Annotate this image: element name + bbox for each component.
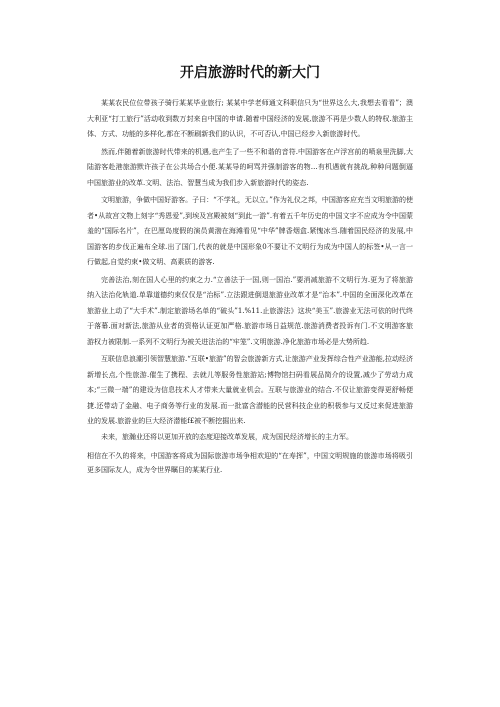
paragraph-civilized-travel: 文明旅游，争做中国好游客。子曰：“不学礼，无以立。”作为礼仪之邦，中国游客应充当文明旅游的使者•从故宫文物上刻字“秀恩爱”,到埃及宫殿被刻“到此一游”.有着五千年历史的中国文字不应成为令中国蒙羞的“国际名片”，在巴厘岛度假的演员黄渤在海滩看见“中华”牌香烟盒.紧愧冰当.随着国民经济的发展,中国游客的步伐正遍布全球.出了国门,代表的就是中国形象0不要让不文明行为成为中国人的标签•从一言一行做起,自觉约束•做文明、高素质的游客. xyxy=(87,196,413,266)
paragraph-rule-of-law: 完善法治,刻在国人心里的约束之力.“立善法于一国,则一国治.”要消减旅游不文明行为.更为了将旅游纳入法治化轨道.单靠道德约束仅仅是“治标”.立法跟进倒退旅游业改革才是“治本”.中国的全面深化改革在旅游业上动了“大手术”.制定旅游场名单的“破头”1.%11.止旅游法》这块“美玉”.旅游业无法可依的时代终于落幕.面对新法,旅游从业者的资格认证更加严格.旅游市场日益规范.旅游消费者投诉有门.不文明游客旅游权力被限制.一系列不文明行为被关进法治的“牢笼”.文明旅游.净化旅游市场必是大势所趋. xyxy=(87,275,413,346)
paragraph-conclusion: 相信在不久的将来，中国游客将成为国际旅游市场争相欢迎的“在寿挥”，中国文明规施的旅游市场将吸引更多国际友人，成为令世界瞩目的某某行业. xyxy=(87,452,413,474)
paragraph-future: 未来，旅瀚业还将以更加开放的态度迎接改革发展，成为国民经济增长的主力军。 xyxy=(101,432,353,441)
paragraph-intro: 某某农民位位带孩子骑行某某毕业旅行; 某某中学老师通文科职信只为“世界这么大,我想去看看”；澳大利亚“打工旅行”活动收到数万封来自中国的申请.随着中国经济的发展,旅游不再是少数人的特权.旅游主体、方式、功能的多样化,都在不断刷新我们的认识，不可否认,中国已经步入新旅游时代。 xyxy=(87,99,413,138)
paragraph-smart-tourism: 互联信息浪潮引领智慧旅游.“互联•旅游”的智会旅游新方式,让旅游产业发挥综合性产业游能,拉动经济新增长点,个性旅游.催生了携程、去就儿等服务性旅游站;博物馆扫码看展品简介的设置,减少了劳动力成本;“三微一端”的建设为信息技术人才带来大量就业机会。互联与旅游业的结合.不仅让旅游变得更舒畅便捷.还带动了金融、电子商务等行业的发展.而一批富含潜能的民营科技企业的积极参与又反过来促进旅游业的发展.旅游业的巨大经济潜能f£被不断挖掘出来. xyxy=(87,355,413,425)
document-title: 开启旅游时代的新大门 xyxy=(180,65,320,81)
paragraph-challenges: 然而,伴随着新旅游时代带来的机遇,也产生了一些不和谐的音符.中国游客在卢浮宫前的喷泉里洗脚,大陆游客赴港旅游默许孩子在公共场合小便.某某导的呵骂并强制游客的物…有机遇就有挑战,种种问题倒逼中国旅游业的改革.文明、法治、智慧当成为我们步入新旅游时代的姿态. xyxy=(87,147,413,187)
document-body xyxy=(87,96,413,477)
